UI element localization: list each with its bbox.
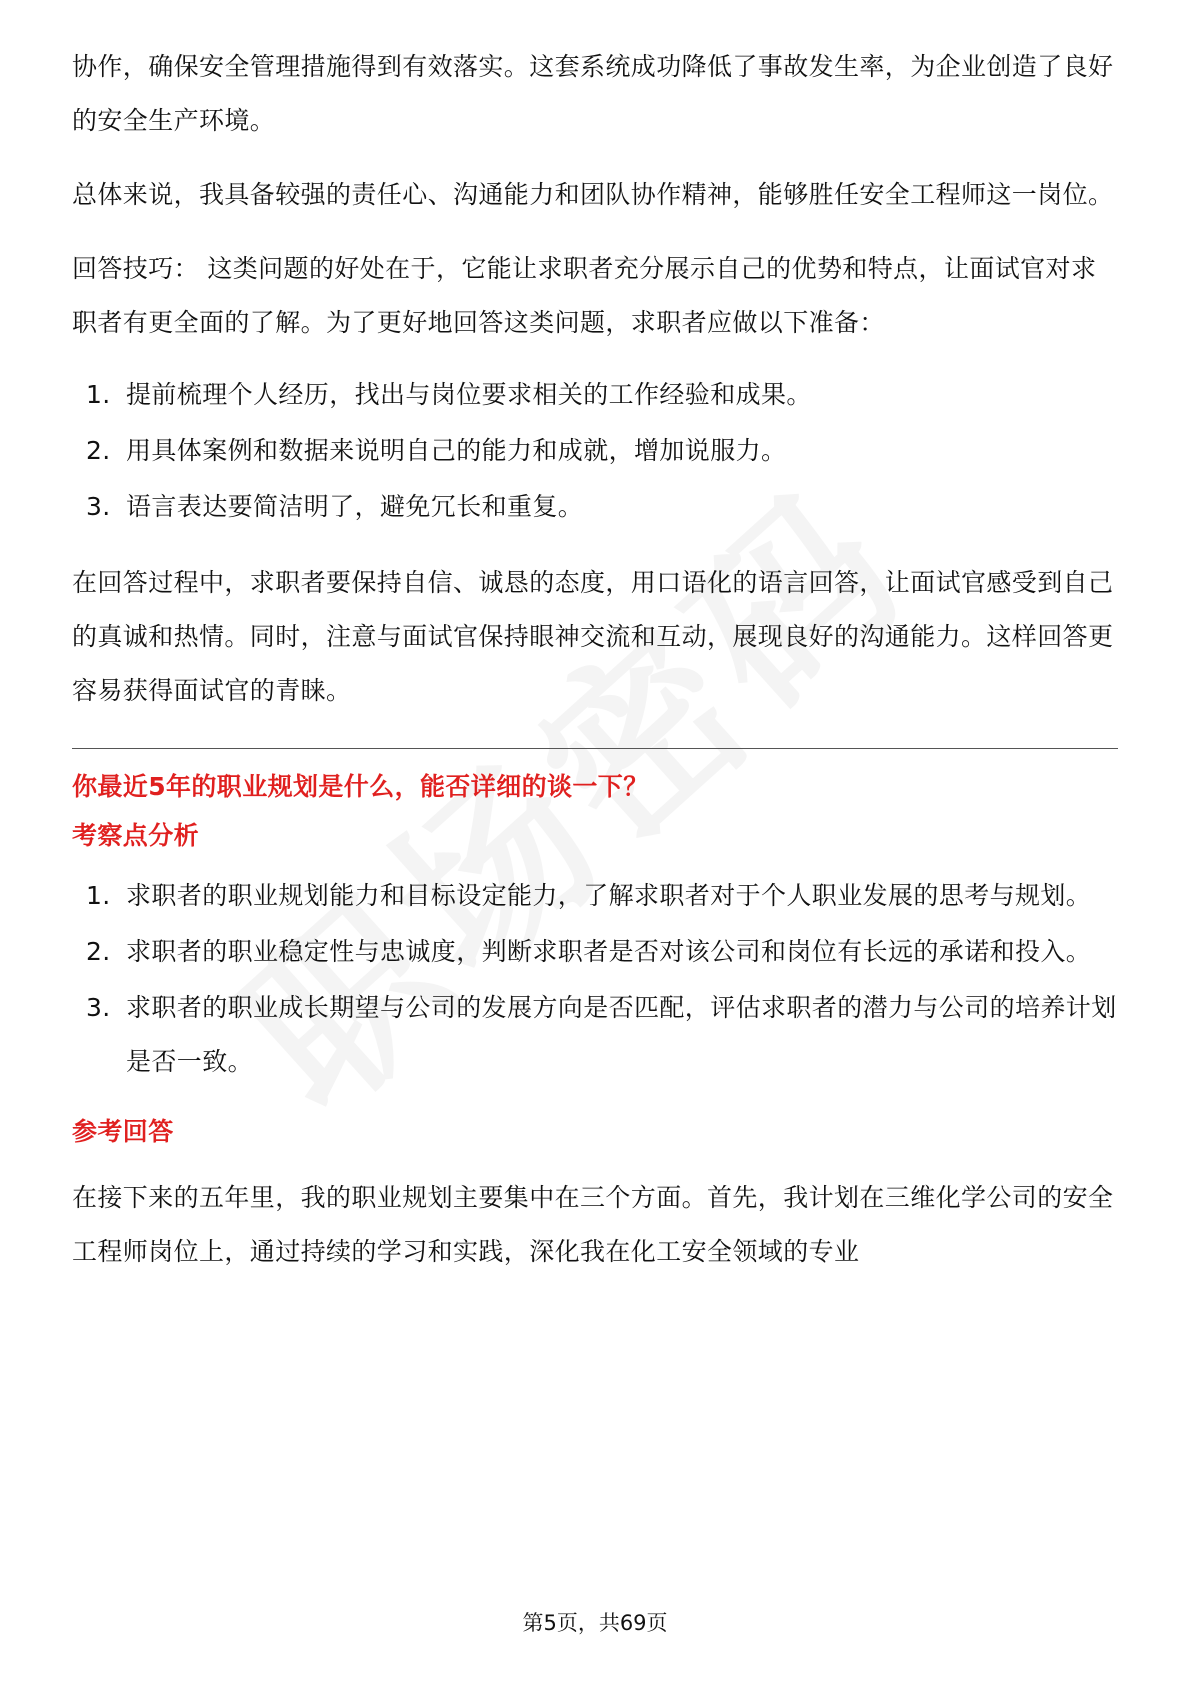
list-item	[72, 981, 1118, 1089]
list-number: 2.	[86, 436, 111, 465]
section-divider	[72, 748, 1118, 749]
closing-paragraph: 在回答过程中，求职者要保持自信、诚恳的态度，用口语化的语言回答，让面试官感受到自己的真诚和热情。同时，注意与面试官保持眼神交流和互动，展现良好的沟通能力。这样回答更容易获得面试官的青睐。	[72, 568, 1114, 705]
page-footer: 第5页，共69页	[522, 1611, 668, 1635]
list-number: 1.	[86, 380, 111, 409]
reference-paragraph: 在接下来的五年里，我的职业规划主要集中在三个方面。首先，我计划在三维化学公司的安全工程师岗位上，通过持续的学习和实践，深化我在化工安全领域的专业	[72, 1183, 1114, 1266]
document-page	[72, 40, 1118, 1279]
list-text: 求职者的职业稳定性与忠诚度，判断求职者是否对该公司和岗位有长远的承诺和投入。	[126, 937, 1092, 966]
list-number: 1.	[86, 881, 111, 910]
list-number: 3.	[86, 993, 111, 1022]
list-item	[72, 424, 1118, 478]
list-text: 用具体案例和数据来说明自己的能力和成就，增加说服力。	[126, 436, 787, 465]
list-item	[72, 869, 1118, 923]
intro-paragraph-2: 总体来说，我具备较强的责任心、沟通能力和团队协作精神，能够胜任安全工程师这一岗位。	[72, 180, 1114, 209]
list-text: 求职者的职业成长期望与公司的发展方向是否匹配，评估求职者的潜力与公司的培养计划是否一致。	[126, 993, 1117, 1076]
intro-paragraph-1: 协作，确保安全管理措施得到有效落实。这套系统成功降低了事故发生率，为企业创造了良好的安全生产环境。	[72, 52, 1114, 135]
list-item	[72, 368, 1118, 422]
analysis-heading: 考察点分析	[72, 821, 200, 850]
question-title: 你最近5年的职业规划是什么，能否详细的谈一下？	[72, 772, 649, 801]
list-item	[72, 925, 1118, 979]
list-text: 语言表达要简洁明了，避免冗长和重复。	[126, 492, 584, 521]
prep-list	[72, 368, 1118, 534]
list-item	[72, 480, 1118, 534]
list-text: 求职者的职业规划能力和目标设定能力，了解求职者对于个人职业发展的思考与规划。	[126, 881, 1092, 910]
analysis-list	[72, 869, 1118, 1089]
list-number: 3.	[86, 492, 111, 521]
list-text: 提前梳理个人经历，找出与岗位要求相关的工作经验和成果。	[126, 380, 812, 409]
reference-heading: 参考回答	[72, 1117, 174, 1146]
answer-tips-paragraph: 回答技巧： 这类问题的好处在于，它能让求职者充分展示自己的优势和特点，让面试官对求职者有更全面的了解。为了更好地回答这类问题，求职者应做以下准备：	[72, 254, 1097, 337]
list-number: 2.	[86, 937, 111, 966]
